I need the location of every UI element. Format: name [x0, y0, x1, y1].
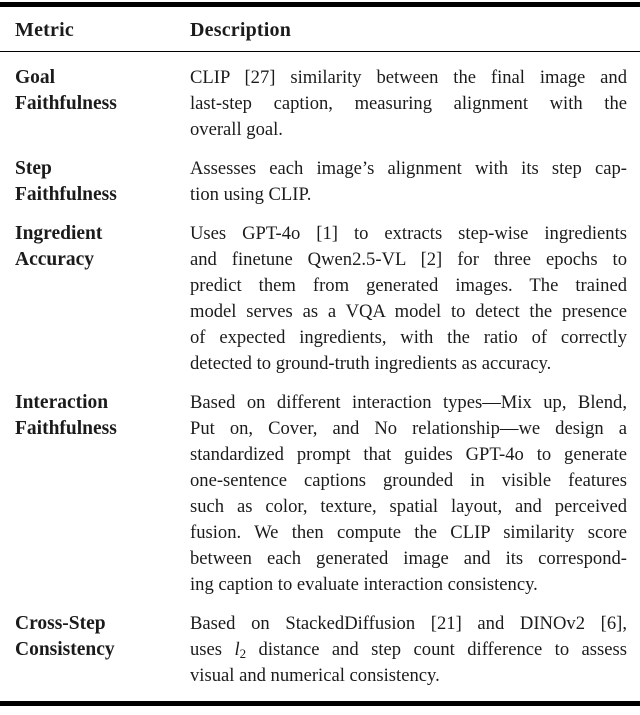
table-row	[0, 390, 640, 598]
description-line: overall goal.	[190, 119, 283, 141]
metric-line: Faithfulness	[15, 418, 117, 440]
description-cell	[190, 156, 640, 208]
math-subscript-2: 2	[239, 646, 247, 662]
metric-line: Cross-Step	[15, 613, 106, 635]
description-line: one-sentence captions grounded in visible features	[190, 470, 627, 492]
metric-line: Step	[15, 158, 52, 180]
table-row	[0, 156, 640, 208]
table-row	[0, 611, 640, 689]
metric-line: Faithfulness	[15, 93, 117, 115]
column-header-description: Description	[190, 18, 292, 41]
metric-cell	[0, 611, 190, 689]
description-line: Put on, Cover, and No relationship—we design a	[190, 418, 627, 440]
description-line: tion using CLIP.	[190, 184, 312, 206]
metric-line: Ingredient	[15, 223, 103, 245]
description-line: Uses GPT-4o [1] to extracts step-wise ingredients	[190, 223, 627, 245]
description-line: and finetune Qwen2.5-VL [2] for three epochs to	[190, 249, 627, 271]
metric-line: Interaction	[15, 392, 109, 414]
math-l-symbol: l	[234, 639, 240, 661]
description-line: detected to ground-truth ingredients as accuracy.	[190, 353, 552, 375]
table-body	[0, 52, 640, 701]
metric-line: Goal	[15, 67, 56, 89]
metric-cell	[0, 221, 190, 377]
description-line: of expected ingredients, with the ratio of correctly	[190, 327, 627, 349]
metric-cell	[0, 390, 190, 598]
table-row	[0, 221, 640, 377]
table-row	[0, 65, 640, 143]
table-header-row	[0, 7, 640, 51]
metric-line: Accuracy	[15, 249, 95, 271]
metric-cell	[0, 65, 190, 143]
description-line: ing caption to evaluate interaction consistency.	[190, 574, 538, 596]
column-header-metric: Metric	[15, 18, 74, 41]
description-line: CLIP [27] similarity between the final image and	[190, 67, 627, 89]
description-line: uses $l_2$ distance and step count difference to assess	[190, 639, 628, 662]
description-line: standardized prompt that guides GPT-4o to generate	[190, 444, 627, 466]
metric-cell	[0, 156, 190, 208]
description-cell	[190, 221, 640, 377]
description-line: Based on StackedDiffusion [21] and DINOv2 [6],	[190, 613, 627, 635]
description-line: model serves as a VQA model to detect the presence	[190, 301, 627, 323]
description-line: visual and numerical consistency.	[190, 665, 440, 687]
metric-line: Faithfulness	[15, 184, 117, 206]
description-cell	[190, 390, 640, 598]
description-line: fusion. We then compute the CLIP similarity score	[190, 522, 627, 544]
description-line: last-step caption, measuring alignment with the	[190, 93, 627, 115]
description-line: Assesses each image’s alignment with its step cap-	[190, 158, 627, 180]
metric-line: Consistency	[15, 639, 115, 661]
description-cell	[190, 611, 640, 689]
description-line: predict them from generated images. The trained	[190, 275, 627, 297]
description-line: Based on different interaction types—Mix up, Blend,	[190, 392, 627, 414]
table-bottom-rule	[0, 701, 640, 706]
description-cell	[190, 65, 640, 143]
description-line: such as color, texture, spatial layout, and perceived	[190, 496, 627, 518]
description-line: between each generated image and its correspond-	[190, 548, 627, 570]
